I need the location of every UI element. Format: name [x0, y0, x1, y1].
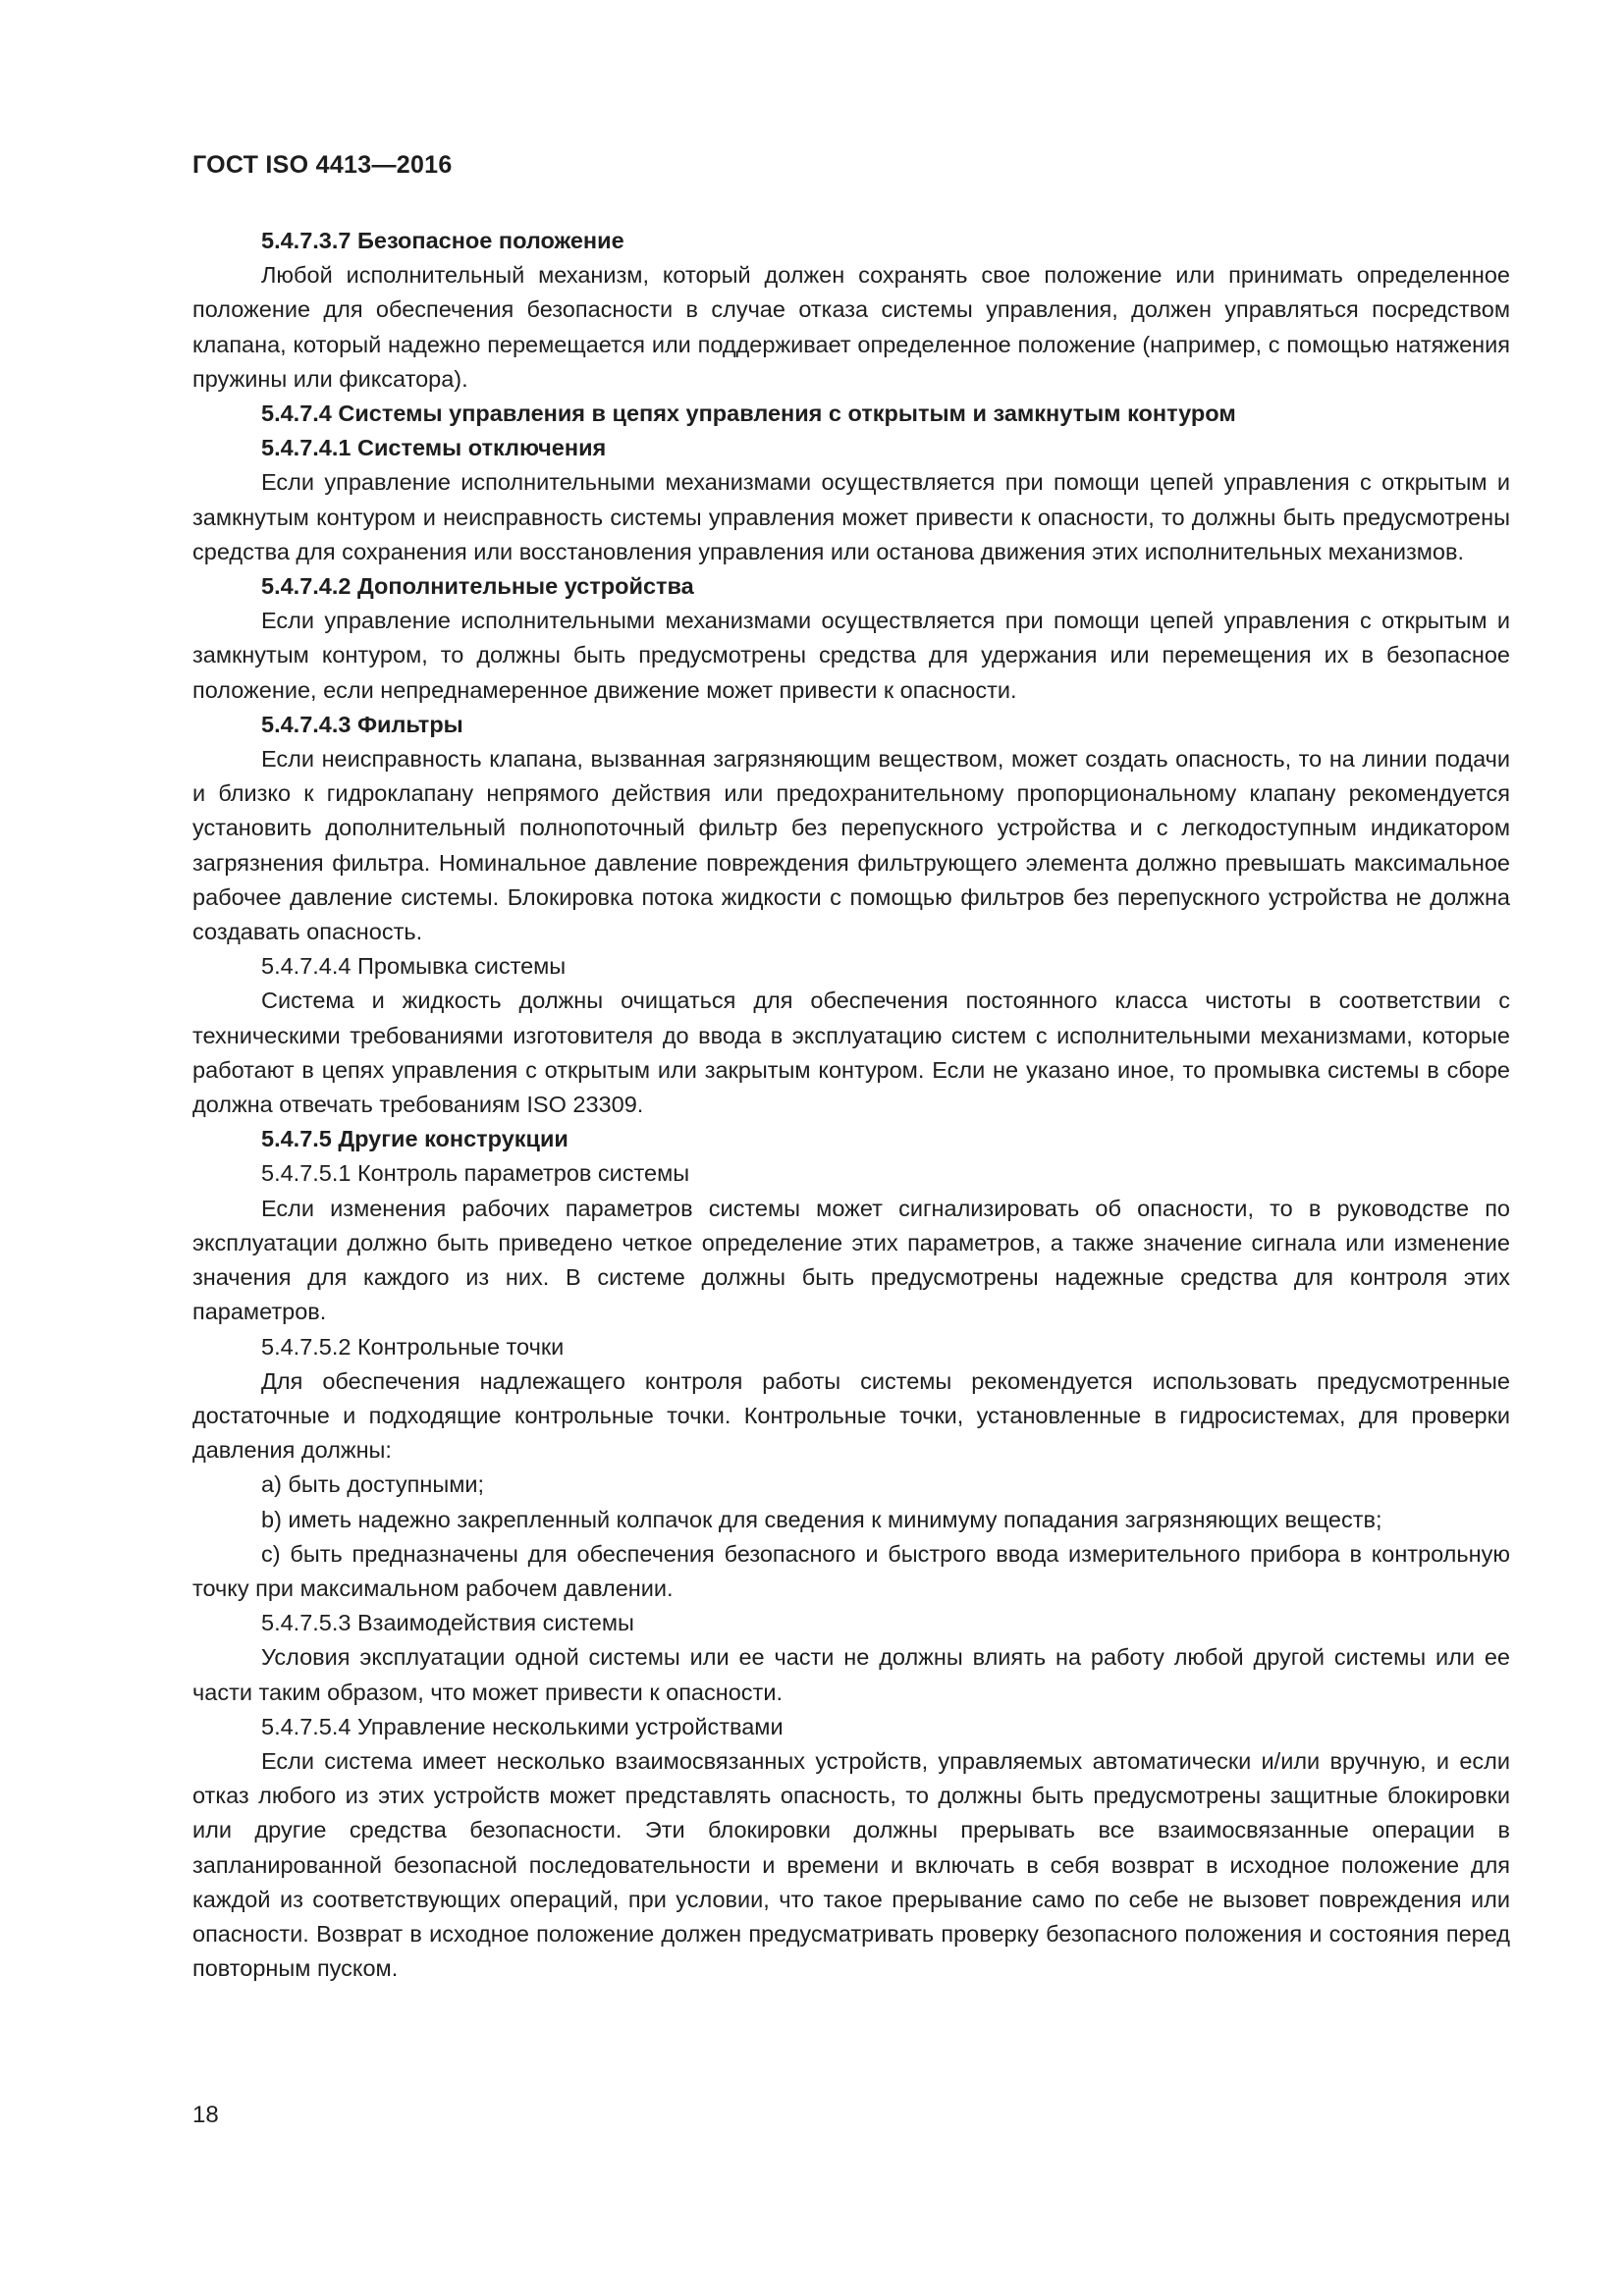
list-item: c) быть предназначены для обеспечения безопасного и быстрого ввода измерительного прибора в контрольную точку при максимальном рабочем давлении. — [192, 1540, 1510, 1601]
paragraph: Для обеспечения надлежащего контроля работы системы рекомендуется использовать предусмотренные достаточные и подходящие контрольные точки. Контрольные точки, установленные в гидросистемах, для проверки давления должны: — [192, 1367, 1510, 1464]
subsection-heading: 5.4.7.5.1 Контроль параметров системы — [261, 1160, 690, 1187]
list-item: a) быть доступными; — [261, 1471, 485, 1498]
section-heading: 5.4.7.4.2 Дополнительные устройства — [261, 573, 694, 600]
list-item: b) иметь надежно закрепленный колпачок для сведения к минимуму попадания загрязняющих веществ; — [261, 1506, 1382, 1532]
paragraph: Любой исполнительный механизм, который должен сохранять свое положение или принимать определенное положение для обеспечения безопасности в случае отказа системы управления, должен управляться посредством клапана, который надежно перемещается или поддерживает определенное положение (например, с помощью натяжения пружины или фиксатора). — [192, 262, 1510, 392]
page-number: 18 — [192, 2102, 219, 2128]
document-header: ГОСТ ISO 4413—2016 — [192, 151, 453, 179]
subsection-heading: 5.4.7.5.4 Управление несколькими устройствами — [261, 1713, 784, 1739]
paragraph: Если система имеет несколько взаимосвязанных устройств, управляемых автоматически и/или вручную, и если отказ любого из этих устройств может представлять опасность, то должны быть предусмотрены защитные блокировки или другие средства безопасности. Эти блокировки должны прерывать все взаимосвязанные операции в запланированной безопасной последовательности и времени и включать в себя возврат в исходное положение для каждой из соответствующих операций, при условии, что такое прерывание само по себе не вызовет повреждения или опасности. Возврат в исходное положение должен предусматривать проверку безопасного положения и состояния перед повторным пуском. — [192, 1747, 1510, 1982]
paragraph: Система и жидкость должны очищаться для обеспечения постоянного класса чистоты в соответствии с техническими требованиями изготовителя до ввода в эксплуатацию систем с исполнительными механизмами, которые работают в цепях управления с открытым или закрытым контуром. Если не указано иное, то промывка системы в сборе должна отвечать требованиям ISO 23309. — [192, 988, 1510, 1118]
paragraph: Условия эксплуатации одной системы или ее части не должны влиять на работу любой другой системы или ее части таким образом, что может привести к опасности. — [192, 1644, 1510, 1705]
section-heading: 5.4.7.4.1 Системы отключения — [261, 435, 607, 461]
paragraph: Если изменения рабочих параметров системы может сигнализировать об опасности, то в руководстве по эксплуатации должно быть приведено четкое определение этих параметров, а также значение сигнала или изменение значения для каждого из них. В системе должны быть предусмотрены надежные средства для контроля этих параметров. — [192, 1195, 1510, 1325]
paragraph: Если управление исполнительными механизмами осуществляется при помощи цепей управления с открытым и замкнутым контуром и неисправность системы управления может привести к опасности, то должны быть предусмотрены средства для сохранения или восстановления управления или останова движения этих исполнительных механизмов. — [192, 469, 1510, 564]
section-heading: 5.4.7.3.7 Безопасное положение — [261, 228, 624, 253]
section-heading: 5.4.7.4.3 Фильтры — [261, 711, 463, 737]
section-heading: 5.4.7.4 Системы управления в цепях управления с открытым и замкнутым контуром — [261, 400, 1236, 427]
paragraph: Если неисправность клапана, вызванная загрязняющим веществом, может создать опасность, то на линии подачи и близко к гидроклапану непрямого действия или предохранительному пропорциональному клапану рекомендуется установить дополнительный полнопоточный фильтр без перепускного устройства и с легкодоступным индикатором загрязнения фильтра. Номинальное давление повреждения фильтрующего элемента должно превышать максимальное рабочее давление системы. Блокировка потока жидкости с помощью фильтров без перепускного устройства не должна создавать опасность. — [192, 746, 1510, 945]
subsection-heading: 5.4.7.5.2 Контрольные точки — [261, 1333, 565, 1360]
subsection-heading: 5.4.7.4.4 Промывка системы — [261, 953, 567, 980]
document-body — [192, 224, 1510, 1986]
subsection-heading: 5.4.7.5.3 Взаимодействия системы — [261, 1610, 634, 1636]
section-heading: 5.4.7.5 Другие конструкции — [261, 1126, 568, 1152]
paragraph: Если управление исполнительными механизмами осуществляется при помощи цепей управления с открытым и замкнутым контуром, то должны быть предусмотрены средства для удержания или перемещения их в безопасное положение, если непреднамеренное движение может привести к опасности. — [192, 608, 1510, 703]
